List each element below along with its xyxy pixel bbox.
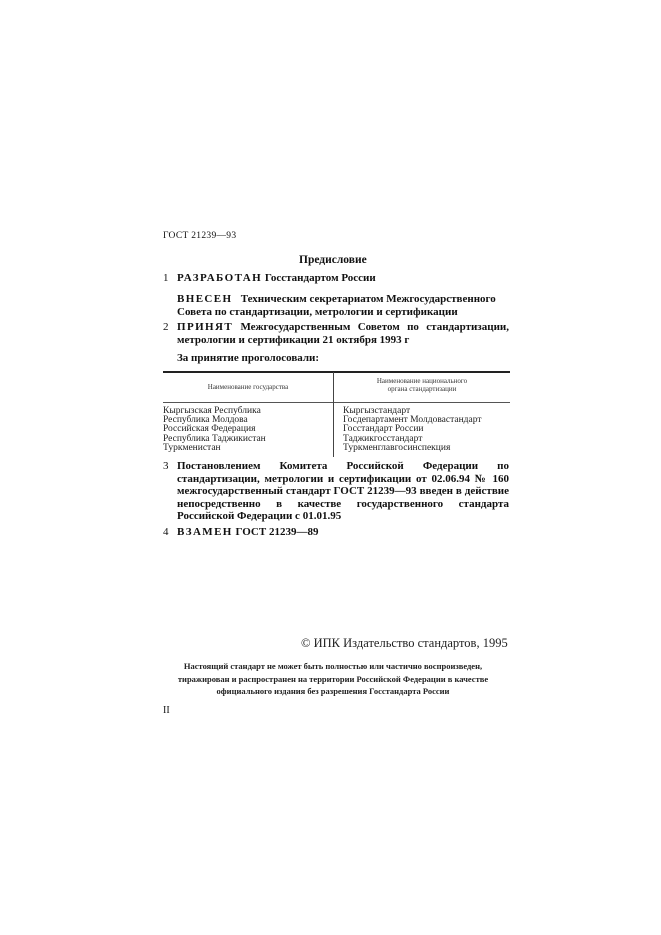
reproduction-notice [161, 660, 505, 698]
page-title: Предисловие [299, 254, 367, 266]
document-code: ГОСТ 21239—93 [163, 231, 237, 241]
table-cell-state: Республика Молдова [163, 415, 248, 426]
votes-table [163, 371, 510, 457]
notice-line: Настоящий стандарт не может быть полностью или частично воспроизведен, [183, 661, 483, 671]
table-cell-body: Таджикгосстандарт [343, 433, 423, 444]
section-body [177, 526, 318, 539]
section-1-submitted [177, 293, 509, 318]
section-1 [163, 272, 523, 286]
notice-line: официального издания без разрешения Госстандарта России [216, 686, 450, 696]
section-3 [163, 460, 523, 525]
table-cell-state: Туркменистан [163, 442, 221, 453]
table-cell-body: Госстандарт России [343, 424, 424, 435]
column-header-standards-body: Наименование национального органа стандартизации [376, 377, 468, 393]
section-keyword: ВНЕСЕН [177, 293, 233, 305]
section-text: Межгосударственным Советом по стандартизации, метрологии и сертификации 21 октября 1993 г [177, 321, 509, 346]
column-header-state: Наименование государства [207, 383, 289, 391]
section-4 [163, 526, 363, 540]
section-number: 2 [163, 321, 169, 333]
table-cell-state: Российская Федерация [163, 424, 256, 435]
section-text: Постановлением Комитета Российской Федерации по стандартизации, метрологии и сертификации от 02.06.94 № 160 межгосударственный стандарт ГОСТ 21239—93 введен в действие непосредственно в качестве государственного стандарта Российской Федерации с 01.01.95 [177, 460, 509, 522]
section-keyword: РАЗРАБОТАН [177, 272, 263, 284]
copyright: © ИПК Издательство стандартов, 1995 [301, 636, 508, 650]
table-header-rule [163, 402, 510, 403]
notice-line: тиражирован и распространен на территории Российской Федерации в качестве [177, 673, 489, 684]
page-number: II [163, 705, 170, 716]
section-number: 1 [163, 272, 169, 284]
section-body [177, 321, 509, 346]
section-2 [163, 321, 523, 349]
table-cell-body: Туркменглавгосинспекция [343, 442, 451, 453]
section-number: 3 [163, 460, 169, 472]
section-keyword: ВЗАМЕН [177, 526, 233, 538]
section-number: 4 [163, 526, 169, 538]
section-text: Госстандартом России [264, 272, 376, 284]
table-cell-body: Кыргызстандарт [343, 406, 411, 416]
standards-bodies-column [343, 407, 482, 453]
table-cell-state: Кыргызская Республика [163, 406, 261, 416]
table-top-rule [163, 371, 510, 373]
section-keyword: ПРИНЯТ [177, 321, 234, 333]
table-cell-body: Госдепартамент Молдовастандарт [343, 415, 482, 426]
votes-label: За принятие проголосовали: [177, 352, 320, 364]
table-cell-state: Республика Таджикистан [163, 433, 266, 444]
section-text: Техническим секретариатом Межгосударственного Совета по стандартизации, метрологии и сертификации [177, 293, 496, 318]
states-column [163, 407, 266, 453]
section-text: ГОСТ 21239—89 [235, 526, 319, 538]
section-body [177, 272, 376, 285]
